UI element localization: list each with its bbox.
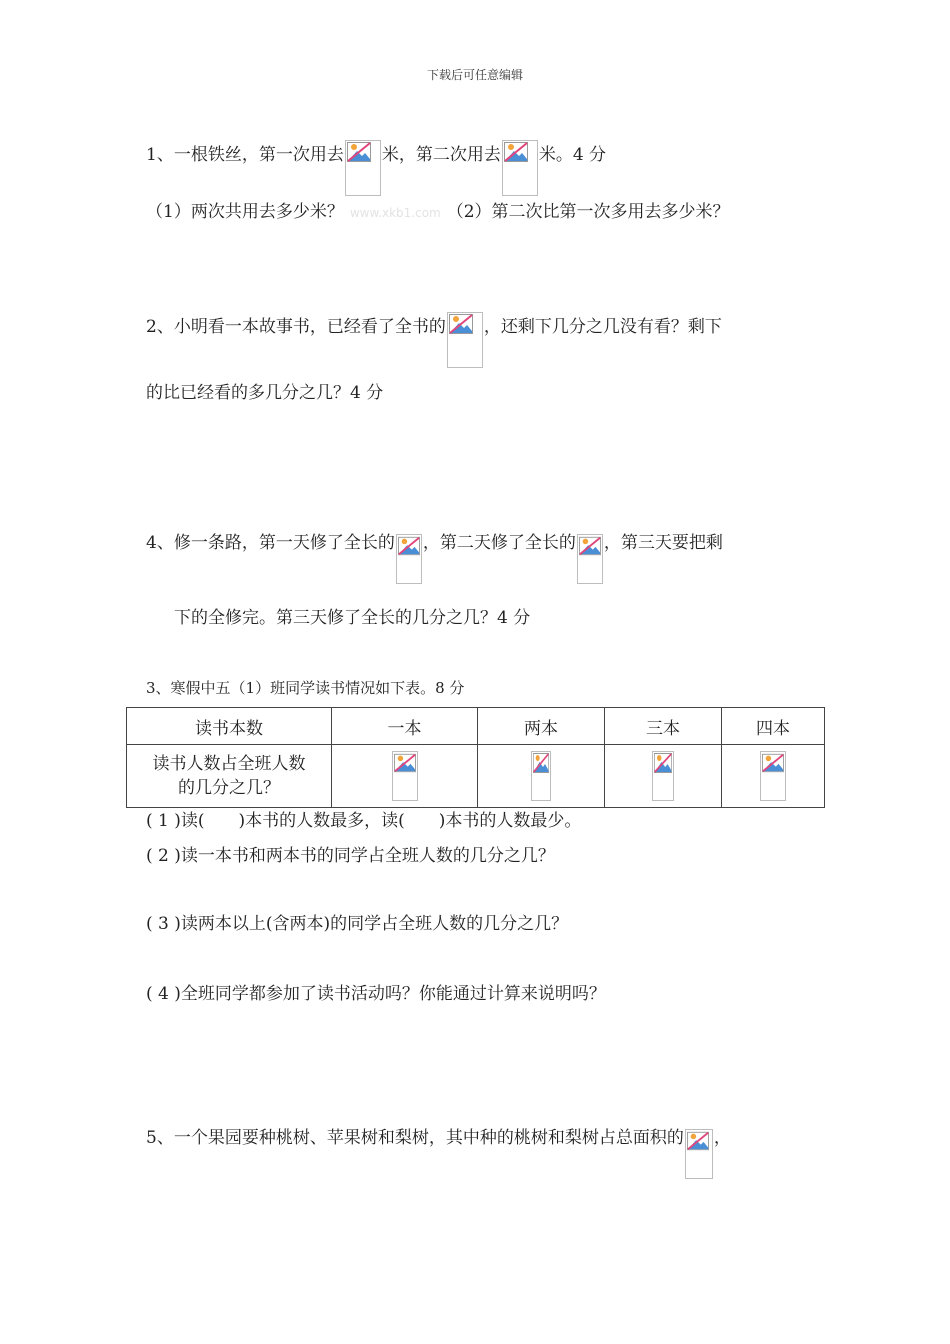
q5-text-2: ， [713,1128,731,1148]
table-cell [478,745,605,808]
fraction-image-icon [392,751,418,801]
q1-text-2: 米，第二次用去 [381,145,501,165]
q2-text-2: ，还剩下几分之几没有看？剩下 [483,317,722,337]
question-3-sub-4: ( 4 )全班同学都参加了读书活动吗？你能通过计算来说明吗？ [146,984,606,1004]
table-row-label-line-1: 读书人数占全班人数 [152,754,306,774]
question-1-subquestions [146,200,730,225]
q5-text-1: 5、一个果园要种桃树、苹果树和梨树，其中种的桃树和梨树占总面积的 [146,1128,684,1148]
fraction-image-icon [345,140,381,196]
question-2-line-2: 的比已经看的多几分之几？4 分 [146,383,384,403]
table-column-header: 三本 [605,708,722,745]
question-4-line-2: 下的全修完。第三天修了全长的几分之几？4 分 [174,608,531,628]
table-row [127,745,825,808]
q1-text-1: 1、一根铁丝，第一次用去 [146,145,344,165]
q4-text-1: 4、修一条路，第一天修了全长的 [146,533,395,553]
fraction-image-icon [531,751,551,801]
table-row-label [127,745,332,808]
q1-sub-2: （2）第二次比第一次多用去多少米？ [446,202,730,222]
fraction-image-icon [652,751,674,801]
table-cell [332,745,478,808]
fraction-image-icon [396,534,422,584]
table-cell [605,745,722,808]
q4-text-2: ，第二天修了全长的 [422,533,576,553]
table-header-row [127,708,825,745]
question-3-sub-2: ( 2 )读一本书和两本书的同学占全班人数的几分之几？ [146,846,555,866]
question-4-line-1 [146,531,723,584]
q4-text-3: ，第三天要把剩 [603,533,723,553]
reading-table [126,707,825,808]
watermark-text: www.xkb1.com [349,206,441,220]
question-3-title: 3、寒假中五（1）班同学读书情况如下表。8 分 [146,679,465,697]
question-5-line-1 [146,1126,731,1179]
table-cell [722,745,825,808]
table-column-header: 四本 [722,708,825,745]
question-3-sub-1: ( 1 )读( )本书的人数最多，读( )本书的人数最少。 [146,811,582,831]
q1-sub-1: （1）两次共用去多少米？ [146,202,344,222]
question-2-line-1 [146,312,722,368]
fraction-image-icon [502,140,538,196]
table-column-header: 一本 [332,708,478,745]
fraction-image-icon [447,312,483,368]
table-column-header: 两本 [478,708,605,745]
question-3-sub-3: ( 3 )读两本以上(含两本)的同学占全班人数的几分之几？ [146,914,569,934]
q2-text-1: 2、小明看一本故事书，已经看了全书的 [146,317,446,337]
table-header-label: 读书本数 [127,708,332,745]
table-row-label-line-2: 的几分之几？ [178,778,280,798]
fraction-image-icon [760,751,786,801]
q1-text-3: 米。4 分 [538,145,607,165]
fraction-image-icon [685,1129,713,1179]
page-header: 下载后可任意编辑 [426,68,523,82]
fraction-image-icon [577,534,603,584]
question-1-line [146,140,606,196]
